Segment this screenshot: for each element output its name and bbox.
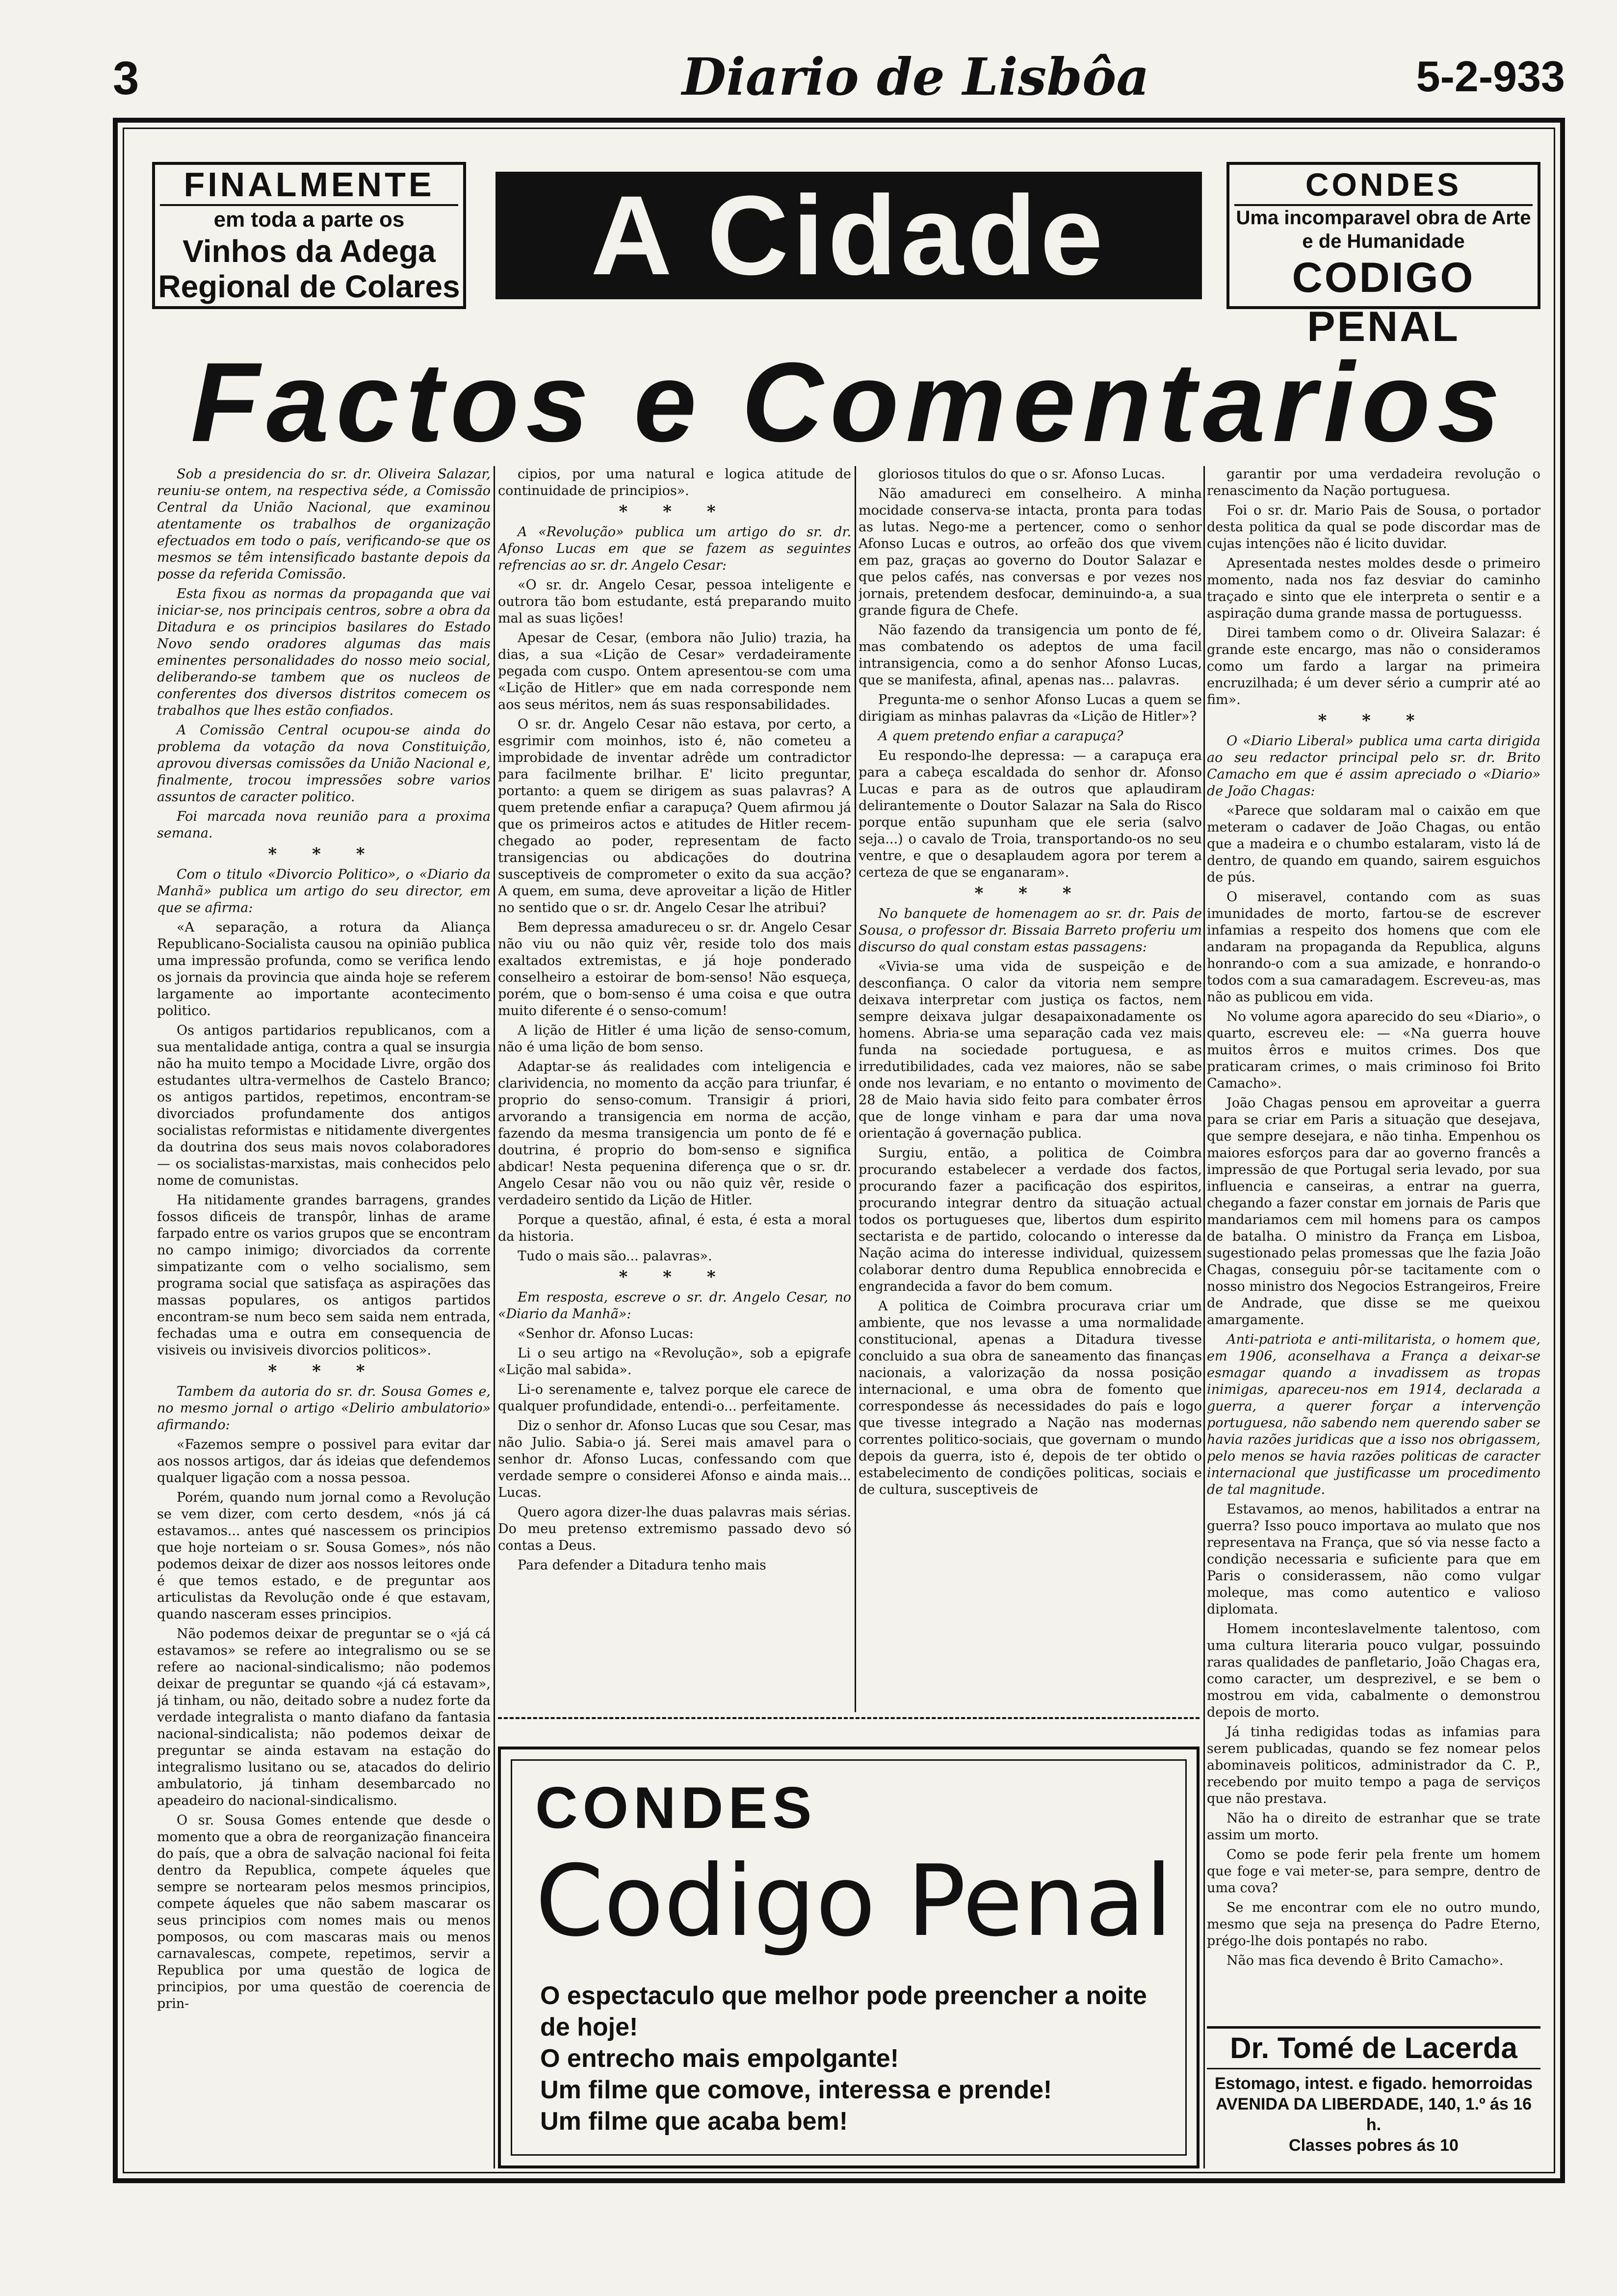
article-paragraph: Se me encontrar com ele no outro mundo, mesmo que seja na presença do Padre Eterno, prégo-lhe dois pontapés no rabo.: [1207, 1900, 1540, 1949]
article-paragraph: «Parece que soldaram mal o caixão em que meteram o cadaver de João Chagas, ou então que a madeira e o chumbo estalaram, visto lá de dentro, de quando em quando, sairem esguichos de pús.: [1207, 803, 1540, 885]
article-paragraph: Foi marcada nova reunião para a proxima semana.: [157, 809, 491, 841]
article-column-2: [498, 466, 851, 1742]
section-divider: * * *: [619, 502, 730, 522]
article-paragraph: garantir por uma verdadeira revolução o renascimento da Nação portuguesa.: [1207, 467, 1540, 498]
cinema-advertisement-top: [1226, 162, 1540, 350]
article-paragraph: Não mas fica devendo ê Brito Camacho».: [1226, 1953, 1504, 1968]
article-paragraph: Já tinha redigidas todas as infamias para serem publicadas, quando se fez nomear pelos abominaveis politicos, administrador da C. P., recebendo por muito tempo a paga de serviços que não prestava.: [1207, 1724, 1540, 1806]
article-paragraph: A politica de Coimbra procurava criar um ambiente, que nos levasse a uma normalidade constitucional, apenas a Ditadura tivesse concluido a sua obra de saneamento das finanças nacionais, a valorização da nossa posição internacional, e uma obra de fomento que correspondesse ás necessidades do país e logo que tivesse integrado a Nação nas modernas correntes politico-sociais, que governam o mundo depois da guerra, isto é, depois de ter obtido o estabelecimento de condições politicas, sociais e de cultura, susceptiveis de: [859, 1299, 1202, 1497]
article-paragraph: Direi tambem como o dr. Oliveira Salazar: é grande este encargo, mas não o consideramos como um fardo a largar na primeira encruzilhada; é um dever sério a cumprir até ao fim».: [1207, 626, 1540, 707]
article-paragraph: Surgiu, então, a politica de Coimbra procurando estabelecer a verdade dos factos, procurando fazer a pacificação dos espiritos, procurando integrar dentro da situação actual todos os portugueses que, libertos dum espirito sectarista e de partido, colocando o interesse da Nação acima do interesse individual, quizessem colaborar dentro duma Republica ennobrecida e engrandecida a favor do bem comum.: [859, 1146, 1202, 1294]
article-paragraph: Apesar de Cesar, (embora não Julio) trazia, ha dias, a sua «Lição de Cesar» verdadeiramente pegada com cuspo. Ontem apresentou-se com uma «Lição de Hitler» que em nada corresponde nem aos seus méritos, nem ás suas responsabilidades.: [498, 630, 851, 712]
doctor-address: AVENIDA DA LIBERDADE, 140, 1.º ás 16 h.: [1215, 2095, 1532, 2134]
condes-ad-line: O espectaculo que melhor pode preencher a noite de hoje!: [540, 1982, 1147, 2041]
article-paragraph: A lição de Hitler é uma lição de senso-comum, não é uma lição de bom senso.: [498, 1023, 851, 1055]
article-paragraph: Não ha o direito de estranhar que se trate assim um morto.: [1207, 1811, 1540, 1843]
article-column-1: [157, 466, 491, 2159]
column-rule: [1203, 466, 1205, 2168]
article-paragraph: A «Revolução» publica um artigo do sr. dr. Afonso Lucas em que se fazem as seguintes refrencias ao sr. dr. Angelo Cesar:: [498, 524, 851, 573]
section-divider: * * *: [619, 1267, 730, 1287]
issue-date: 5-2-933: [1416, 52, 1565, 101]
section-divider: * * *: [974, 884, 1086, 903]
page-number: 3: [113, 52, 139, 104]
article-paragraph: cipios, por uma natural e logica atitude de continuidade de principios».: [498, 467, 851, 498]
article-paragraph: Apresentada nestes moldes desde o primeiro momento, nada nos faz desviar do caminho traçado e sinto que ele interpreta o sentir e a aspiração duma grande massa de portuguesss.: [1207, 556, 1540, 621]
article-paragraph: O sr. dr. Angelo Cesar não estava, por certo, a esgrimir com moinhos, isto é, não cometeu a improbidade de inventar adrêde um contradictor para facilmente brilhar. E' licito preguntar, portanto: a quem se dirigem as suas palavras? A quem pretende enfiar a carapuça? Quem afirmou já que os primeiros actos e atitudes de Hitler recem-chegado ao poder, representam de facto transigencias ou abdicações do doutrina susceptiveis de comprometer o exito da sua acção? A quem, em suma, deve aproveitar a lição de Hitler no sentido que o sr. dr. Angelo Cesar lhe atribui?: [498, 717, 851, 915]
article-paragraph: Esta fixou as normas da propaganda que vai iniciar-se, nos principais centros, sobre a obra da Ditadura e os principios basilares do Estado Novo sendo oradores algumas das mais eminentes personalidades do nosso meio social, deliberando-se tambem que os nucleos de conferentes dos diversos distritos comecem os trabalhos que lhes estão confiados.: [157, 586, 491, 718]
article-paragraph: Como se pode ferir pela frente um homem que foge e vai meter-se, para sempre, dentro de uma cova?: [1207, 1847, 1540, 1896]
article-paragraph: Para defender a Ditadura tenho mais: [518, 1558, 766, 1573]
masthead: [113, 47, 1565, 120]
cinema-ad-title: CONDES: [1234, 165, 1533, 206]
article-paragraph: Foi o sr. dr. Mario Pais de Sousa, o portador desta politica da qual se pode discordar mas de cujas intenções não é licito duvidar.: [1207, 503, 1540, 551]
section-title: A Cidade: [496, 172, 1202, 299]
article-paragraph: Os antigos partidarios republicanos, com a sua mentalidade antiga, contra a qual se insurgia não ha muito tempo a Mocidade Livre, orgão dos estudantes ultra-vermelhos de Castelo Branco; os antigos partidos, repetimos, encontram-se divorciados profundamente dos antigos socialistas reformistas e nitidamente divergentes da doutrina dos seus mais novos colaboradores — os socialistas-marxistas, mais conhecidos pelo nome de comunistas.: [157, 1023, 491, 1188]
section-divider: * * *: [268, 844, 380, 864]
wine-ad-title: FINALMENTE: [160, 165, 458, 206]
article-paragraph: Quero agora dizer-lhe duas palavras mais sérias. Do meu pretenso extremismo passado devo só contas a Deus.: [498, 1505, 851, 1553]
article-paragraph: Li o seu artigo na «Revolução», sob a epigrafe «Lição mal sabida».: [498, 1346, 851, 1378]
article-paragraph: Não amadureci em conselheiro. A minha mocidade conserva-se intacta, pronta para todas as lutas. Nego-me a pertencer, como o senhor Afonso Lucas e outros, ao orfeão dos que vivem em paz, graças ao governo do Doutor Salazar e que pelos cafés, nas conversas e por vezes nos jornais, pretendem desfocar, deminuindo-a, a sua grande figura de Chefe.: [859, 486, 1202, 618]
column-rule: [494, 466, 495, 2168]
section-divider: * * *: [1318, 711, 1430, 731]
article-paragraph: gloriosos titulos do que o sr. Afonso Lucas.: [878, 467, 1166, 482]
article-paragraph: «Senhor dr. Afonso Lucas:: [518, 1326, 694, 1341]
article-paragraph: Eu respondo-lhe depressa: — a carapuça era para a cabeça escaldada do senhor dr. Afonso Lucas e para as de outros que aplaudiram delirantemente o Doutor Salazar na Sala do Risco porque então supunham que ele seria (salvo seja...) o cavalo de Troia, transportando-os no seu ventre, e que o desaplaudem agora por terem a certeza de que se enganaram».: [859, 748, 1202, 880]
wine-ad-line3: Vinhos da Adega: [183, 234, 436, 269]
condes-ad-title: CONDES: [535, 1775, 817, 1841]
article-paragraph: Estavamos, ao menos, habilitados a entrar na guerra? Isso pouco importava ao mulato que nos representava na França, que só via nesse facto a condição necessaria e suficiente para que em Paris o considerassem, não como vulgar moleque, mas como autentico e valioso diplomata.: [1207, 1502, 1540, 1617]
article-paragraph: João Chagas pensou em aproveitar a guerra para se criar em Paris a situação que desejava, que sempre desejara, e não tinha. Empenhou os maiores esforços para dar ao governo francês a impressão de que Portugal seria levado, por sua influencia e canseiras, a entrar na guerra, chegando a fazer constar em jornais de Paris que mandariamos cem mil homens para os campos de batalha. O ministro da França em Lisboa, sugestionado pelas promessas que lhe fazia João Chagas, conseguiu pôr-se tacitamente com o nosso ministro dos Negocios Estrangeiros, Freire de Andrade, que disse se me queixou amargamente.: [1207, 1096, 1540, 1328]
condes-ad-line: O entrecho mais empolgante!: [540, 2044, 899, 2073]
wine-ad-subtitle: em toda a parte os: [213, 208, 405, 232]
article-paragraph: Ha nitidamente grandes barragens, grandes fossos dificeis de transpôr, linhas de arame farpado entre os varios grupos que se encontram no campo inimigo; divorciados da corrente simpatizante com o velho socialismo, sem programa social que satisfaça as aspirações das massas populares, os antigos partidos encontram-se num beco sem saida nem entrada, fechadas uma e outra em consequencia de visiveis ou invisiveis divorcios politicos».: [157, 1193, 491, 1358]
article-paragraph: No banquete de homenagem ao sr. dr. Pais de Sousa, o professor dr. Bissaia Barreto proferiu um discurso do qual constam estas passagens:: [859, 906, 1202, 955]
section-divider: * * *: [268, 1361, 380, 1381]
doctor-hours: Classes pobres ás 10: [1289, 2136, 1459, 2155]
article-paragraph: Em resposta, escreve o sr. dr. Angelo Cesar, no «Diario da Manhã»:: [498, 1290, 851, 1322]
article-paragraph: A Comissão Central ocupou-se ainda do problema da votação da nova Constituição, aprovou diversas comissões da União Nacional e, finalmente, trocou impressões sobre varios assuntos de caracter politico.: [157, 723, 491, 805]
article-paragraph: Não fazendo da transigencia um ponto de fé, mas combatendo os adeptos de uma facil intransigencia, como a do senhor Afonso Lucas, que se manifesta, afinal, apenas nas... palavras.: [859, 623, 1202, 688]
article-column-4: [1207, 466, 1540, 2011]
condes-ad-line: Um filme que acaba bem!: [540, 2107, 848, 2136]
article-paragraph: Anti-patriota e anti-militarista, o homem que, em 1906, aconselhava a França a deixar-se esmagar quando a invadissem as tropas inimigas, apareceu-nos em 1914, declarada a guerra, a querer forçar a intervenção portuguesa, não sabendo nem querendo saber se havia razões juridicas que a isso nos obrigassem, pelo menos se havia razões politicas de caracter internacional que justificasse um procedimento de tal magnitude.: [1207, 1332, 1540, 1497]
article-paragraph: Pregunta-me o senhor Afonso Lucas a quem se dirigiam as minhas palavras da «Lição de Hitler»?: [859, 692, 1202, 724]
article-paragraph: «Vivia-se uma vida de suspeição e de desconfiança. O calor da vitoria nem sempre deixava interpretar com justiça os factos, nem sempre deixava julgar desapaixonadamente os homens. Abria-se uma separação cada vez mais funda na sociedade portuguesa, e as irredutibilidades, cada vez maiores, não se sabe onde nos levariam, e no entanto o movimento de 28 de Maio havia sido feito para combater êrros que de longe vinham e para dar uma nova orientação á governação publica.: [859, 959, 1202, 1141]
article-column-3: [859, 466, 1202, 1742]
doctor-name: Dr. Tomé de Lacerda: [1207, 2026, 1540, 2069]
article-paragraph: Porque a questão, afinal, é esta, é esta a moral da historia.: [498, 1212, 851, 1244]
article-paragraph: O «Diario Liberal» publica uma carta dirigida ao seu redactor principal pelo sr. dr. Brito Camacho em que é assim apreciado o «Diario» de João Chagas:: [1207, 733, 1540, 799]
cinema-ad-film: CODIGO PENAL: [1292, 254, 1475, 350]
article-paragraph: Adaptar-se ás realidades com inteligencia e clarividencia, no momento da acção para triunfar, é proprio do senso-comum. Transigir á priori, arvorando a transigencia em norma de acção, fazendo da mesma transigencia um ponto de fé e doutrina, é proprio do bom-senso e significa abdicar! Nesta pequenina diferença que o sr. dr. Angelo Cesar não vou ou não quiz vêr, reside o verdadeiro sentido da Lição de Hitler.: [498, 1059, 851, 1208]
article-paragraph: «A separação, a rotura da Aliança Republicano-Socialista causou na opinião publica uma impressão profunda, como se verifica lendo os jornais da provincia que ainda hoje se referem largamente ao importante acontecimento politico.: [157, 920, 491, 1018]
article-paragraph: Li-o serenamente e, talvez porque ele carece de qualquer profundidade, entendi-o... perfeitamente.: [498, 1382, 851, 1414]
doctor-advertisement: [1207, 2026, 1540, 2168]
cinema-ad-subtitle: Uma incomparavel obra de Arte e de Humanidade: [1236, 207, 1531, 252]
condes-ad-line: Um filme que comove, interessa e prende!: [540, 2076, 1052, 2104]
doctor-specialty: Estomago, intest. e figado. hemorroidas: [1215, 2074, 1533, 2093]
article-paragraph: «Fazemos sempre o possivel para evitar dar aos nossos artigos, dar ás ideias que defendemos qualquer ligação com a nossa pessoa.: [157, 1437, 491, 1486]
article-paragraph: Tudo o mais são... palavras».: [518, 1249, 712, 1264]
article-paragraph: «O sr. dr. Angelo Cesar, pessoa inteligente e outrora tão bom estudante, está preparando muito mal as suas lições!: [498, 577, 851, 626]
headline: Factos e Comentarios: [190, 339, 1507, 465]
condes-film-advertisement: [498, 1747, 1200, 2168]
article-paragraph: Sob a presidencia do sr. dr. Oliveira Salazar, reuniu-se ontem, na respectiva séde, a Comissão Central da União Nacional, que examinou atentamente os trabalhos de organização efectuados em todo o país, verificando-se que os mesmos se têm intensificado bastante depois da posse da referida Comissão.: [157, 467, 491, 582]
article-paragraph: Tambem da autoria do sr. dr. Sousa Gomes e, no mesmo jornal o artigo «Delirio ambulatorio» afirmando:: [157, 1384, 491, 1433]
article-paragraph: Com o titulo «Divorcio Politico», o «Diario da Manhã» publica um artigo do seu director, em que se afirma:: [157, 867, 491, 915]
wine-advertisement: [152, 162, 466, 309]
article-paragraph: O sr. Sousa Gomes entende que desde o momento que a obra de reorganização financeira do país, que a obra de salvação nacional foi feita dentro da Republica, compete áqueles que sempre se nortearam pelos mesmos principios, compete áqueles que não sabem mascarar os seus principios com nomes mais ou menos pomposos, ou com mascaras mais ou menos carnavalescas, compete, repetimos, servir a Republica por uma questão de logica de principios, por uma questão de coerencia de prin-: [157, 1813, 491, 2011]
article-paragraph: Bem depressa amadureceu o sr. dr. Angelo Cesar não viu ou não quiz vêr, reside tolo dos mais exaltados extremistas, e já hoje ponderado conselheiro a estoirar de bom-senso! Não esqueça, porém, que o bom-senso é uma coisa e que outra muito diferente é o senso-comum!: [498, 920, 851, 1018]
condes-ad-film: Codigo Penal: [535, 1844, 1173, 1958]
condes-ad-text: [540, 1980, 1158, 2137]
article-paragraph: Porém, quando num jornal como a Revolução se vem dizer, com certo desdem, «nós já cá estavamos... antes qué nascessem os principios que hoje norteiam o sr. Sousa Gomes», nós não podemos deixar de dizer aos nossos leitores onde é que temos estado, e de preguntar aos articulistas da Revolução onde é que estavam, quando nasceram esses principios.: [157, 1490, 491, 1622]
article-paragraph: No volume agora aparecido do seu «Diario», o quarto, escreveu ele: — «Na guerra houve muitos êrros e muitos crimes. Dos que praticaram crimes, o mais criminoso foi Brito Camacho».: [1207, 1009, 1540, 1091]
wine-ad-line4: Regional de Colares: [158, 269, 460, 304]
article-paragraph: A quem pretendo enfiar a carapuça?: [878, 729, 1123, 744]
ad-separator: [498, 1717, 1200, 1725]
paper-name: Diario de Lisbôa: [682, 47, 1149, 107]
article-paragraph: Diz o senhor dr. Afonso Lucas que sou Cesar, mas não Julio. Sabia-o já. Serei mais amavel para o senhor dr. Afonso Lucas, confessando com que verdade sempre o considerei Afonso e ainda mais... Lucas.: [498, 1418, 851, 1500]
article-paragraph: Homem inconteslavelmente talentoso, com uma cultura literaria pouco vulgar, possuindo raras qualidades de panfletario, João Chagas era, como caracter, um desprezivel, e se bem o mostrou em vida, cabalmente o demonstrou depois de morto.: [1207, 1621, 1540, 1720]
column-rule: [855, 466, 856, 1712]
article-paragraph: Não podemos deixar de preguntar se o «já cá estavamos» se refere ao integralismo ou se se refere ao nacional-sindicalismo; não podemos deixar de preguntar se quando «já cá estavam», já tinham, ou não, deitado sobre a nudez forte da verdade integralista o manto diafano da fantasia nacional-sindicalista; não podemos deixar de preguntar se ainda estavam na estação do integralismo lusitano ou se, atacados do delirio ambulatorio, já tinham desembarcado no apeadeiro do nacional-sindicalismo.: [157, 1626, 491, 1808]
article-paragraph: O miseravel, contando com as suas imunidades de morto, fartou-se de escrever infamias a respeito dos homens que com ele andaram na propaganda da Republica, alguns honrando-o com a sua amizade, e honrando-o todos com a sua camaradagem. Escreveu-as, mas não as publicou em vida.: [1207, 889, 1540, 1005]
